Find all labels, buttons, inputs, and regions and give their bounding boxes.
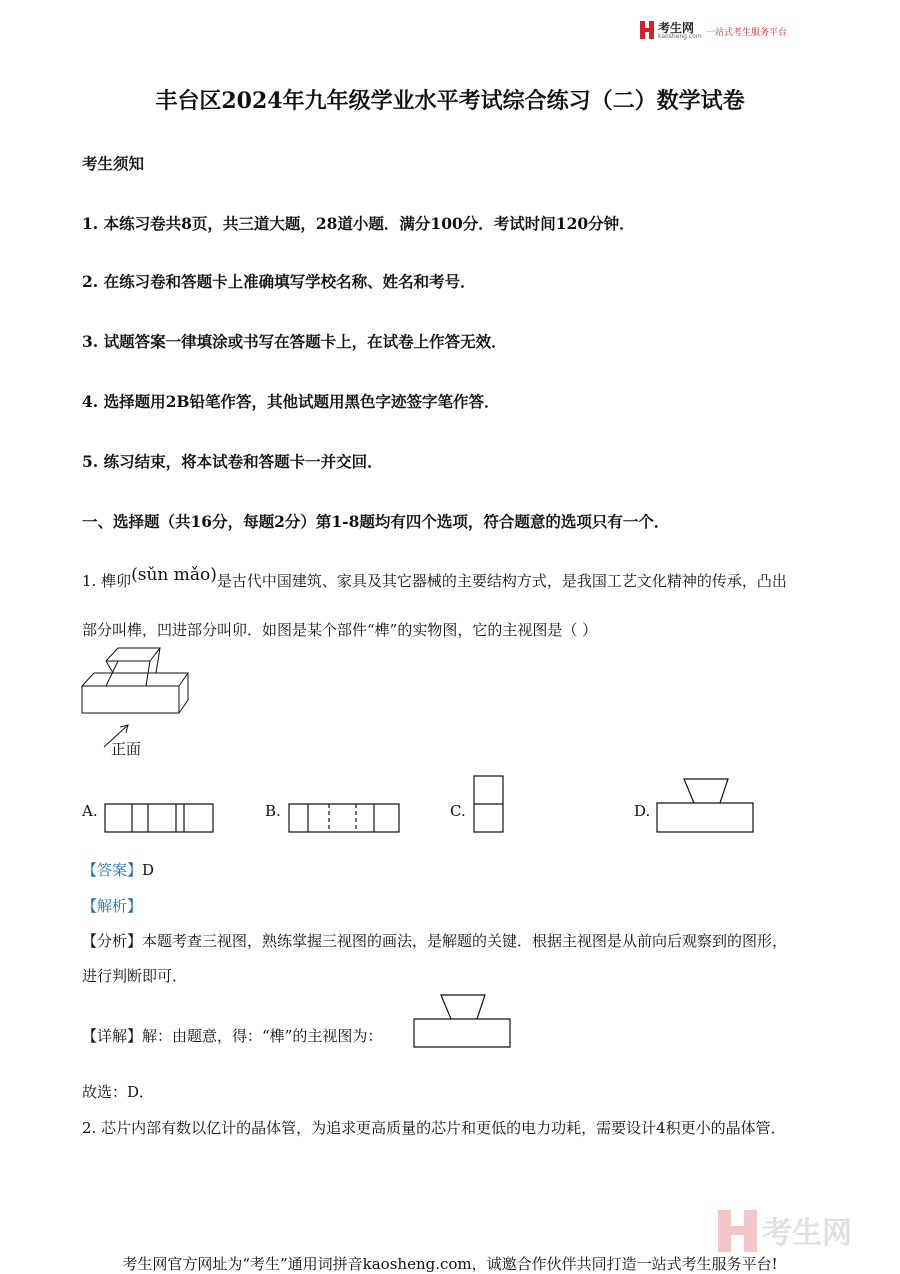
q1-term: 榫卯	[101, 572, 132, 590]
logo-icon	[640, 21, 654, 39]
detail-line: 【详解】解：由题意，得：“榫”的主视图为：	[82, 1027, 383, 1045]
footer-text: 考生网官方网址为“考生”通用词拼音kaosheng.com，诚邀合作伙伴共同打造一站式考生服务平台!	[122, 1255, 778, 1273]
answer-tag: 【答案】	[82, 861, 143, 879]
section-heading: 一、选择题（共16分，每题2分）第1-8题均有四个选项，符合题意的选项只有一个．	[82, 512, 670, 531]
option-a-label: A.	[82, 802, 98, 820]
logo-url: kaosheng.com	[658, 33, 702, 40]
analysis-line-2: 进行判断即可．	[82, 967, 188, 985]
notice-item-4: 4. 选择题用2B铅笔作答，其他试题用黑色字迹签字笔作答．	[82, 392, 500, 411]
answer-value: D	[142, 861, 155, 879]
detail-figure	[413, 994, 513, 1050]
option-b-label: B.	[265, 802, 281, 820]
q2-line-1: 2. 芯片内部有数以亿计的晶体管，为追求更高质量的芯片和更低的电力功耗，需要设计4积更小的晶体管．	[82, 1119, 786, 1137]
logo-name: 考生网	[658, 21, 695, 35]
logo-slogan: 一站式考生服务平台	[706, 28, 788, 38]
option-b-figure	[288, 803, 402, 834]
option-d-label: D.	[634, 802, 651, 820]
notice-item-5: 5. 练习结束，将本试卷和答题卡一并交回．	[82, 452, 383, 471]
q1-text-a: 是古代中国建筑、家具及其它器械的主要结构方式，是我国工艺文化精神的传承，凸出	[216, 572, 787, 590]
analysis-line-1: 【分析】本题考查三视图，熟练掌握三视图的画法，是解题的关键．根据主视图是从前向后观察到的图形，	[82, 932, 788, 950]
watermark-text: 考生网	[762, 1216, 852, 1251]
notice-item-1: 1. 本练习卷共8页，共三道大题，28道小题．满分100分．考试时间120分钟．	[82, 214, 635, 233]
notice-heading: 考生须知	[82, 154, 145, 173]
notice-item-3: 3. 试题答案一律填涂或书写在答题卡上，在试卷上作答无效．	[82, 332, 507, 351]
analysis-tag: 【解析】	[82, 897, 143, 915]
header-logo	[640, 19, 810, 43]
q1-line-2: 部分叫榫，凹进部分叫卯．如图是某个部件“榫”的实物图，它的主视图是（ ）	[82, 621, 598, 639]
watermark	[718, 1208, 878, 1254]
option-d-figure	[656, 778, 756, 835]
choice-line: 故选：D．	[82, 1083, 155, 1101]
q1-pinyin: (sǔn mǎo)	[131, 565, 217, 585]
option-c-figure	[473, 775, 505, 835]
page-title: 丰台区2024年九年级学业水平考试综合练习（二）数学试卷	[155, 88, 745, 114]
watermark-logo-icon	[718, 1208, 758, 1254]
option-c-label: C.	[450, 802, 466, 820]
answer-line	[82, 859, 154, 880]
option-a-figure	[104, 803, 216, 834]
front-label: 正面	[111, 740, 142, 758]
notice-item-2: 2. 在练习卷和答题卡上准确填写学校名称、姓名和考号．	[82, 272, 476, 291]
q1-number: 1.	[82, 572, 97, 590]
q1-line-1	[82, 565, 787, 591]
